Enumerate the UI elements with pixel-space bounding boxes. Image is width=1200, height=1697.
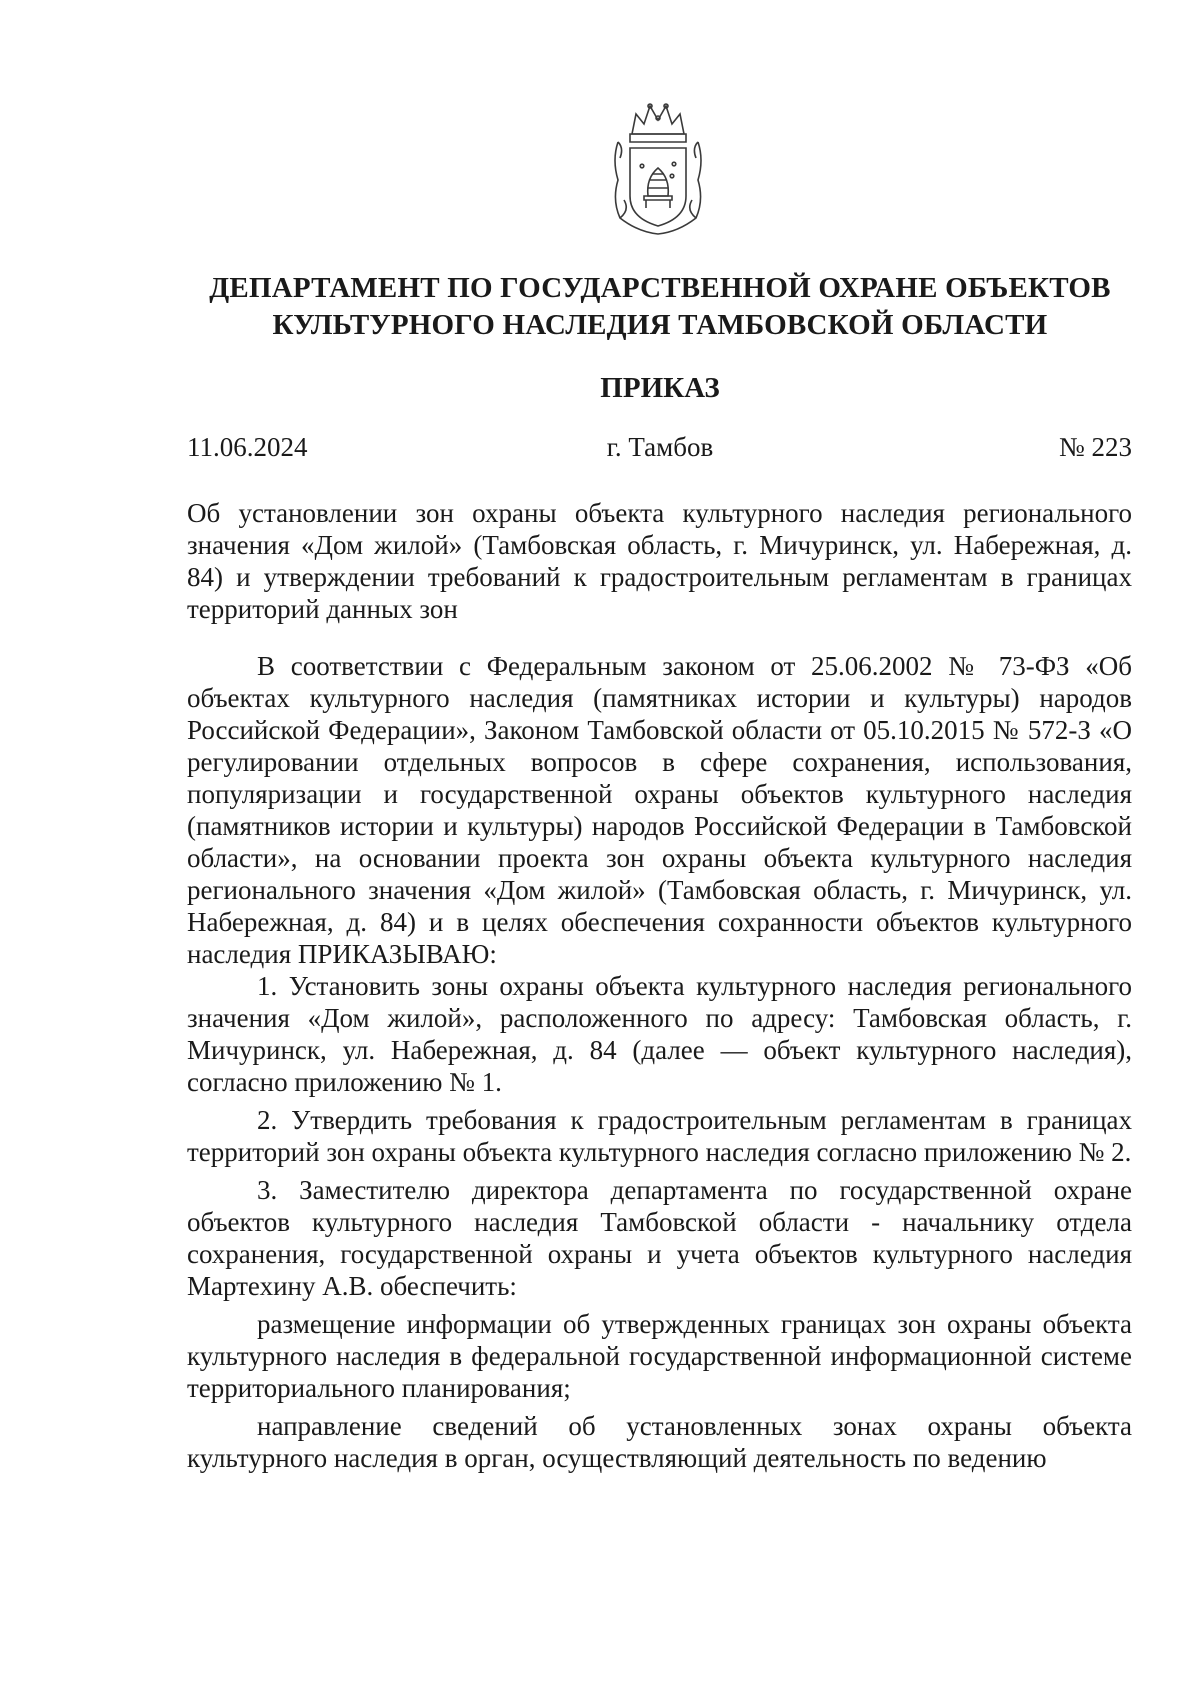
org-title-line1: ДЕПАРТАМЕНТ ПО ГОСУДАРСТВЕННОЙ ОХРАНЕ ОБЪЕКТОВ [209,272,1111,304]
subitem-2-paragraph: направление сведений об установленных зонах охраны объекта культурного наследия в орган, осуществляющий деятельность по ведению [187,1411,1132,1473]
order-date: 11.06.2024 [187,432,308,462]
tambov-coat-of-arms-icon [610,100,706,238]
org-title [0,270,1200,344]
order-city: г. Тамбов [606,432,714,462]
item-3-paragraph: 3. Заместителю директора департамента по государственной охране объектов культурного наследия Тамбовской области - начальнику отдела сохранения, государственной охраны и учета объектов культурного наследия Мартехину А.В. обеспечить: [187,1175,1132,1301]
item-1-paragraph: 1. Установить зоны охраны объекта культурного наследия регионального значения «Дом жилой», расположенного по адресу: Тамбовская область, г. Мичуринск, ул. Набережная, д. 84 (далее — объект культурного наследия), согласно приложению № 1. [187,971,1132,1097]
order-subject: Об установлении зон охраны объекта культурного наследия регионального значения «Дом жилой» (Тамбовская область, г. Мичуринск, ул. Набережная, д. 84) и утверждении требований к градостроительным регламентам в границах территорий данных зон [187,498,1132,624]
order-body [187,650,1132,1474]
order-number: № 223 [1058,432,1132,462]
item-2-paragraph: 2. Утвердить требования к градостроительным регламентам в границах территорий зон охраны объекта культурного наследия согласно приложению № 2. [187,1105,1132,1167]
preamble-paragraph: В соответствии с Федеральным законом от 25.06.2002 № 73-ФЗ «Об объектах культурного наследия (памятниках истории и культуры) народов Российской Федерации», Законом Тамбовской области от 05.10.2015 № 572-З «О регулировании отдельных вопросов в сфере сохранения, использования, популяризации и государственной охраны объектов культурного наследия (памятников истории и культуры) народов Российской Федерации в Тамбовской области», на основании проекта зон охраны объекта культурного наследия регионального значения «Дом жилой» (Тамбовская область, г. Мичуринск, ул. Набережная, д. 84) и в целях обеспечения сохранности объектов культурного наследия ПРИКАЗЫВАЮ: [187,651,1132,969]
org-title-line2: КУЛЬТУРНОГО НАСЛЕДИЯ ТАМБОВСКОЙ ОБЛАСТИ [272,309,1048,341]
doc-type-heading: ПРИКАЗ [600,372,720,404]
subitem-1-paragraph: размещение информации об утвержденных границах зон охраны объекта культурного наследия в федеральной государственной информационной системе территориального планирования; [187,1309,1132,1403]
